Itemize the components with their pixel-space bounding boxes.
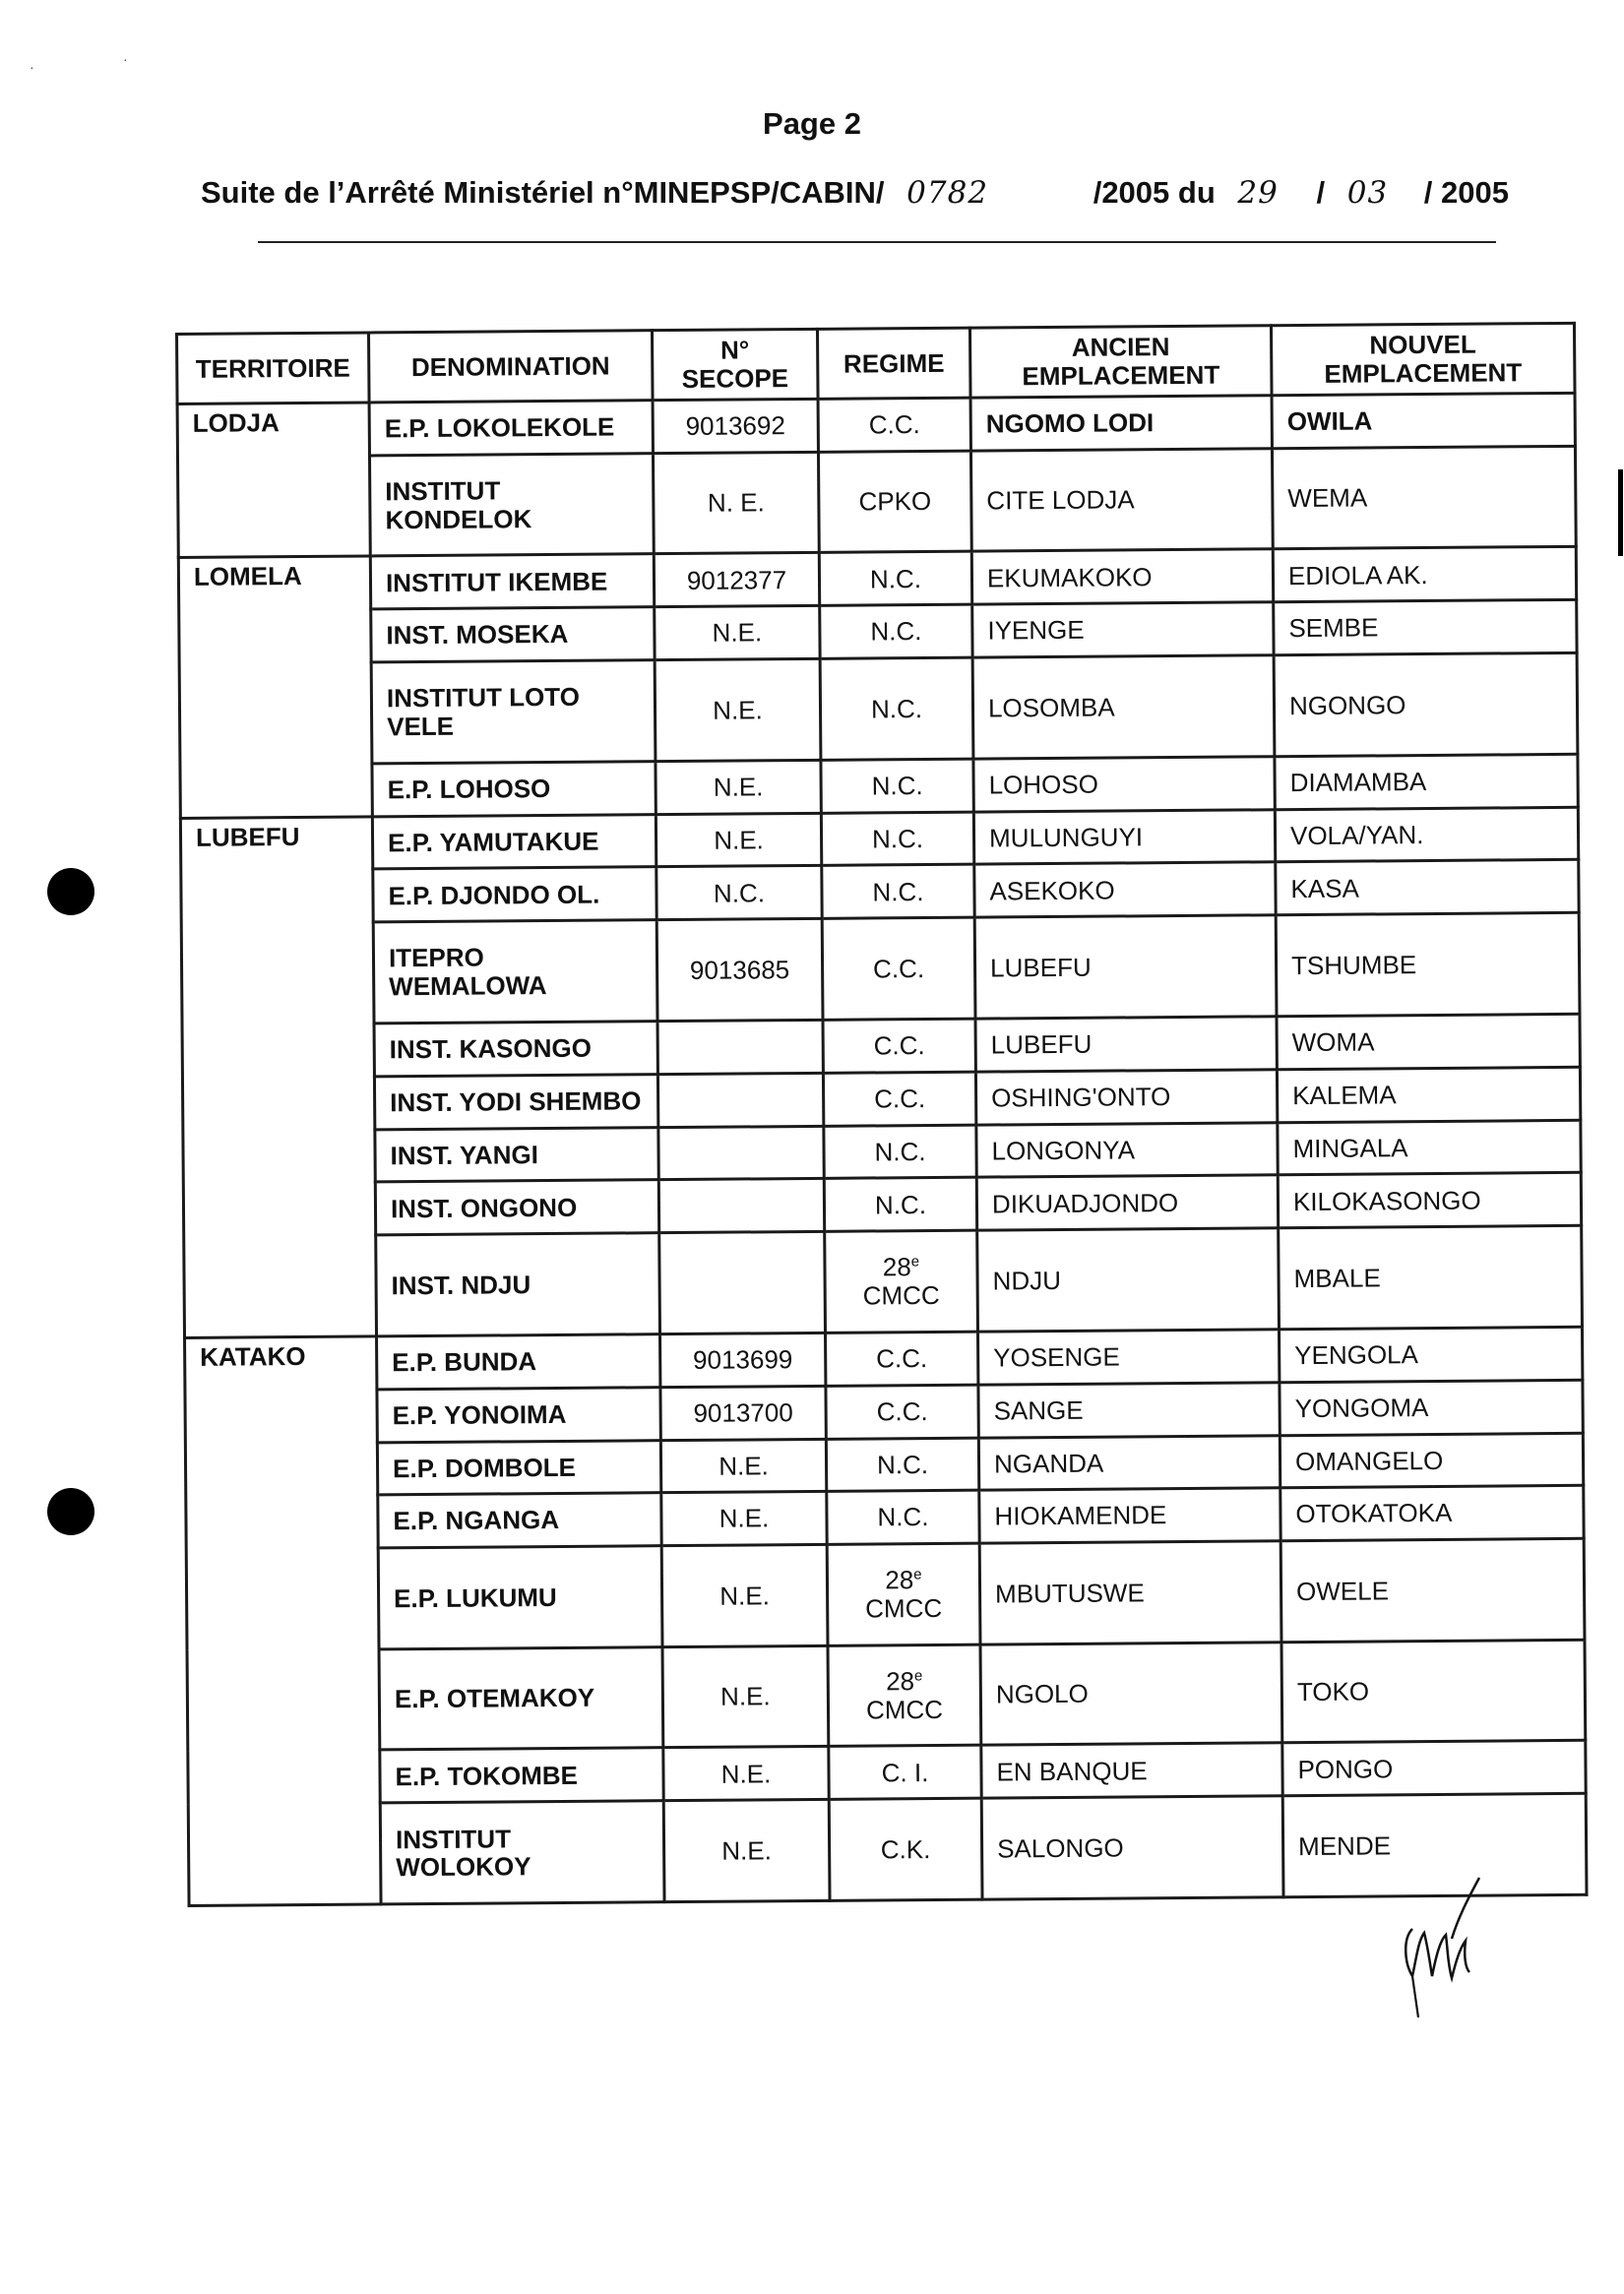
- regime-cell: N.C.: [820, 604, 972, 658]
- secope-cell: N.E.: [655, 658, 821, 761]
- regime-cell: N.C.: [822, 865, 974, 919]
- regime-cell: C.C.: [826, 1332, 978, 1386]
- regime-code: CMCC: [862, 1279, 940, 1311]
- territory-cell: KATAKO: [185, 1336, 382, 1906]
- regime-cell: N.C.: [820, 657, 973, 760]
- ancien-cell: ASEKOKO: [974, 862, 1276, 917]
- regime-code: CMCC: [865, 1592, 943, 1624]
- ancien-cell: NDJU: [977, 1228, 1280, 1332]
- denomination-cell: E.P. LOKOLEKOLE: [369, 401, 653, 456]
- nouvel-cell: MBALE: [1279, 1226, 1583, 1330]
- nouvel-cell: TOKO: [1281, 1640, 1586, 1743]
- nouvel-cell: NGONGO: [1274, 652, 1578, 756]
- secope-cell: 9013700: [660, 1386, 826, 1440]
- header-regime: REGIME: [817, 328, 970, 399]
- secope-cell: N.E.: [655, 606, 820, 660]
- ancien-cell: LOSOMBA: [972, 655, 1275, 759]
- nouvel-cell: OMANGELO: [1280, 1433, 1583, 1488]
- header-denomination: DENOMINATION: [369, 331, 654, 403]
- nouvel-cell: YONGOMA: [1280, 1380, 1583, 1435]
- ancien-cell: IYENGE: [972, 602, 1274, 657]
- scan-edge-mark: [1618, 469, 1623, 556]
- reference-underline: [258, 241, 1496, 243]
- ancien-cell: EN BANQUE: [981, 1743, 1282, 1798]
- ancien-cell: OSHING'ONTO: [975, 1069, 1277, 1124]
- table-row: [187, 1640, 1586, 1752]
- denomination-cell: E.P. DJONDO OL.: [373, 867, 656, 922]
- nouvel-cell: SEMBE: [1274, 600, 1577, 655]
- table-row: [179, 652, 1578, 765]
- secope-cell: N.E.: [656, 760, 821, 814]
- regime-ordinal-suffix: e: [913, 1667, 923, 1685]
- regime-ordinal-suffix: e: [913, 1566, 922, 1583]
- reference-prefix: Suite de l’Arrêté Ministériel n°MINEPSP/CABIN/: [201, 175, 885, 210]
- nouvel-cell: EDIOLA AK.: [1273, 547, 1576, 602]
- regime-cell: [827, 1543, 980, 1645]
- denomination-cell: INST. YANGI: [375, 1127, 658, 1182]
- nouvel-cell: WOMA: [1277, 1014, 1580, 1069]
- ancien-cell: HIOKAMENDE: [979, 1488, 1280, 1543]
- scan-specks-2: ·: [123, 51, 128, 67]
- nouvel-cell: MENDE: [1282, 1794, 1587, 1897]
- nouvel-cell: PONGO: [1282, 1741, 1586, 1796]
- ancien-cell: MULUNGUYI: [973, 809, 1275, 864]
- regime-cell: N.C.: [826, 1438, 978, 1492]
- denomination-cell: E.P. DOMBOLE: [377, 1440, 660, 1495]
- territory-cell: LOMELA: [178, 556, 372, 818]
- regime-cell: N.C.: [824, 1178, 976, 1232]
- denomination-cell: E.P. NGANGA: [378, 1493, 661, 1548]
- table-row: [181, 913, 1580, 1025]
- regime-cell: C.C.: [818, 398, 970, 452]
- regime-ordinal: 28: [882, 1252, 911, 1282]
- secope-cell: N.E.: [662, 1645, 829, 1748]
- secope-cell: N.C.: [656, 866, 822, 920]
- regime-cell: C.C.: [822, 917, 975, 1020]
- denomination-cell: E.P. OTEMAKOY: [379, 1646, 663, 1750]
- secope-cell: N.E.: [661, 1492, 827, 1546]
- secope-cell: 9013699: [660, 1333, 826, 1387]
- denomination-cell: INSTITUT LOTO VELE: [371, 660, 656, 764]
- regime-ordinal: 28: [885, 1565, 914, 1595]
- secope-cell: N.E.: [656, 813, 821, 867]
- secope-cell: 9013692: [653, 399, 818, 453]
- ancien-cell: LUBEFU: [974, 915, 1277, 1019]
- denomination-cell: E.P. YONOIMA: [377, 1387, 660, 1442]
- table-row: [177, 446, 1576, 558]
- denomination-cell: E.P. LOHOSO: [372, 761, 656, 816]
- secope-cell: 9013685: [656, 919, 823, 1022]
- table-header-row: [177, 323, 1576, 403]
- regime-code: CMCC: [865, 1694, 944, 1725]
- ancien-cell: LUBEFU: [975, 1017, 1277, 1072]
- nouvel-cell: KALEMA: [1277, 1067, 1580, 1122]
- page-number: Page 2: [763, 106, 861, 141]
- regime-ordinal-suffix: e: [910, 1253, 920, 1271]
- regime-cell: C.C.: [823, 1072, 975, 1126]
- ancien-cell: MBUTUSWE: [979, 1541, 1281, 1644]
- territory-cell: LUBEFU: [180, 817, 376, 1338]
- scan-specks: ·: [30, 59, 34, 75]
- nouvel-cell: VOLA/YAN.: [1275, 807, 1578, 862]
- secope-cell: [659, 1232, 826, 1334]
- nouvel-cell: KASA: [1276, 860, 1579, 915]
- regime-cell: N.C.: [821, 812, 973, 866]
- territory-cell: LODJA: [177, 403, 370, 558]
- secope-cell: [657, 1020, 823, 1074]
- regime-cell: N.C.: [824, 1125, 976, 1179]
- table-row: [184, 1226, 1583, 1338]
- regime-cell: C.K.: [829, 1798, 982, 1900]
- regime-cell: [828, 1644, 981, 1747]
- regime-cell: N.C.: [827, 1490, 979, 1544]
- ancien-cell: EKUMAKOKO: [971, 549, 1273, 604]
- handwritten-month: 03: [1346, 175, 1389, 211]
- reference-year: / 2005: [1423, 175, 1509, 210]
- punch-hole-top: [47, 868, 94, 915]
- secope-cell: [658, 1126, 824, 1180]
- secope-cell: N.E.: [661, 1545, 828, 1647]
- denomination-cell: E.P. LUKUMU: [378, 1546, 662, 1649]
- denomination-cell: INST. MOSEKA: [371, 607, 655, 662]
- secope-cell: [657, 1073, 823, 1127]
- reference-year-du: /2005 du: [1093, 175, 1216, 210]
- regime-cell: N.C.: [821, 759, 973, 813]
- date-separator: /: [1316, 175, 1326, 210]
- nouvel-cell: OWELE: [1280, 1538, 1585, 1642]
- ancien-cell: CITE LODJA: [970, 449, 1273, 552]
- ancien-cell: NGOMO LODI: [970, 396, 1272, 451]
- header-ancien-emplacement: ANCIEN EMPLACEMENT: [969, 326, 1272, 398]
- secope-cell: N.E.: [660, 1439, 826, 1493]
- ancien-cell: NGANDA: [978, 1435, 1280, 1490]
- nouvel-cell: YENGOLA: [1279, 1327, 1582, 1382]
- secope-cell: N. E.: [653, 452, 819, 554]
- handwritten-signature: [1373, 1870, 1511, 2037]
- regime-cell: C. I.: [829, 1745, 981, 1799]
- regime-cell: C.C.: [823, 1019, 975, 1073]
- ancien-cell: SALONGO: [981, 1796, 1283, 1899]
- nouvel-cell: KILOKASONGO: [1278, 1173, 1581, 1228]
- regime-ordinal: 28: [886, 1666, 915, 1697]
- ancien-cell: SANGE: [978, 1382, 1280, 1437]
- header-secope: N° SECOPE: [652, 329, 818, 400]
- denomination-cell: INST. KASONGO: [374, 1022, 657, 1077]
- schools-relocation-table: [175, 322, 1589, 1907]
- decree-reference: [201, 175, 1549, 211]
- regime-cell: CPKO: [818, 451, 971, 553]
- denomination-cell: INST. NDJU: [376, 1233, 660, 1336]
- denomination-cell: INST. ONGONO: [375, 1180, 658, 1235]
- nouvel-cell: MINGALA: [1278, 1120, 1581, 1175]
- handwritten-decree-number: 0782: [906, 175, 989, 211]
- nouvel-cell: OWILA: [1272, 393, 1575, 448]
- denomination-cell: INSTITUT KONDELOK: [369, 454, 654, 557]
- ancien-cell: LONGONYA: [976, 1122, 1278, 1177]
- regime-cell: [825, 1230, 978, 1333]
- denomination-cell: E.P. YAMUTAKUE: [372, 814, 656, 869]
- ancien-cell: YOSENGE: [977, 1330, 1279, 1385]
- header-nouvel-emplacement: NOUVEL EMPLACEMENT: [1271, 323, 1575, 395]
- ancien-cell: LOHOSO: [973, 756, 1275, 811]
- nouvel-cell: TSHUMBE: [1276, 913, 1580, 1017]
- ancien-cell: NGOLO: [980, 1642, 1282, 1745]
- nouvel-cell: OTOKATOKA: [1280, 1486, 1584, 1541]
- punch-hole-bottom: [47, 1488, 94, 1535]
- handwritten-day: 29: [1237, 175, 1279, 211]
- denomination-cell: INSTITUT IKEMBE: [370, 554, 654, 609]
- header-territoire: TERRITOIRE: [177, 333, 370, 404]
- ancien-cell: DIKUADJONDO: [976, 1175, 1278, 1230]
- table-row: [186, 1538, 1585, 1650]
- denomination-cell: E.P. TOKOMBE: [380, 1748, 663, 1803]
- secope-cell: [658, 1179, 824, 1233]
- denomination-cell: INSTITUT WOLOKOY: [380, 1801, 664, 1904]
- regime-cell: N.C.: [819, 552, 971, 606]
- nouvel-cell: DIAMAMBA: [1275, 754, 1578, 809]
- nouvel-cell: WEMA: [1272, 446, 1576, 549]
- denomination-cell: E.P. BUNDA: [377, 1333, 660, 1389]
- denomination-cell: ITEPRO WEMALOWA: [373, 920, 657, 1023]
- secope-cell: 9012377: [654, 553, 819, 607]
- regime-cell: C.C.: [826, 1385, 978, 1439]
- secope-cell: N.E.: [663, 1800, 830, 1902]
- secope-cell: N.E.: [663, 1747, 829, 1801]
- denomination-cell: INST. YODI SHEMBO: [374, 1074, 657, 1129]
